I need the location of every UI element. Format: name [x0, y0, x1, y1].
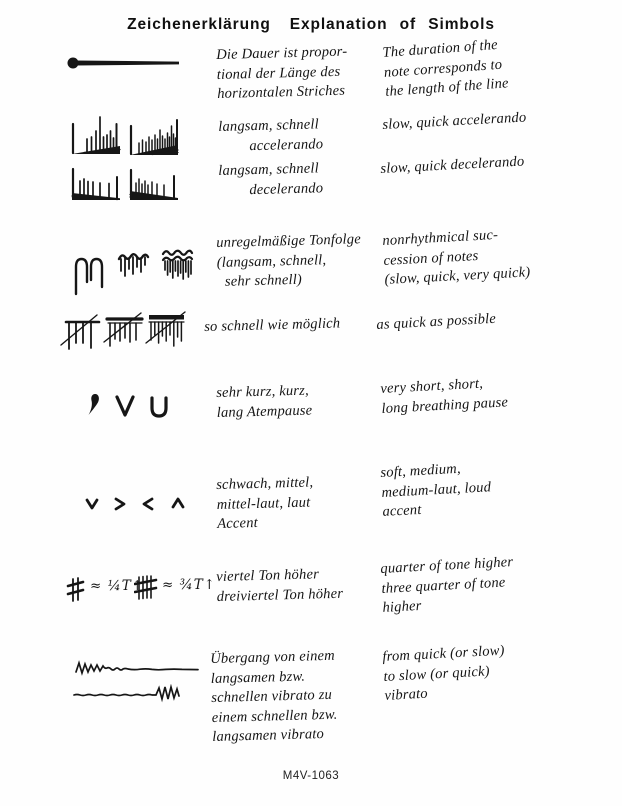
quick-cluster-1-icon	[60, 314, 102, 354]
quick-cluster-3-icon	[144, 310, 188, 352]
english-text: as quick as possible	[376, 310, 497, 333]
slow-irregular-notes-icon	[72, 254, 106, 300]
quarter-tone-label: ≈ ¼T↑	[90, 578, 145, 594]
breath-v-icon	[114, 394, 136, 418]
accent-down-icon	[84, 497, 100, 511]
breath-u-icon	[148, 395, 170, 419]
very-quick-irregular-notes-icon	[160, 248, 194, 294]
english-text: nonrhythmical suc- cession of notes (slow, quick, very quick)	[382, 226, 531, 289]
english-text: quarter of tone higher three quarter of tone higher	[380, 554, 514, 617]
breath-comma-icon	[84, 392, 100, 418]
english-text: very short, short, long breathing pause	[380, 375, 509, 417]
slow-decelerando-icon	[70, 160, 122, 202]
quick-irregular-notes-icon	[116, 250, 150, 296]
german-text: schwach, mittel, mittel-laut, laut Accent	[216, 474, 314, 533]
quick-cluster-2-icon	[102, 312, 144, 352]
page-title	[0, 16, 622, 34]
english-text: The duration of the note corresponds to the length of the line	[382, 36, 510, 100]
accent-up-icon	[170, 496, 186, 510]
accent-left-icon	[140, 497, 156, 511]
sharp-icon	[66, 576, 86, 604]
catalog-number: M4V-1063	[282, 770, 340, 782]
duration-line-icon	[66, 56, 181, 70]
english-text: soft, medium, medium-laut, loud accent	[380, 460, 492, 521]
german-text: Die Dauer ist propor- tional der Länge des horizontalen Striches	[216, 43, 348, 103]
german-text: langsam, schnell decelerando	[218, 160, 324, 199]
german-text: so schnell wie möglich	[204, 315, 341, 335]
quick-accelerando-icon	[128, 114, 180, 156]
title-english: Explanation of Simbols	[289, 16, 495, 33]
title-german: Zeichenerklärung	[127, 16, 271, 33]
german-text: langsam, schnell accelerando	[218, 116, 324, 155]
english-text: slow, quick decelerando	[380, 153, 525, 177]
english-text: from quick (or slow) to slow (or quick) vibrato	[382, 642, 506, 705]
three-quarter-sharp-icon	[134, 574, 158, 602]
slow-accelerando-icon	[70, 114, 122, 156]
accent-right-icon	[112, 497, 128, 511]
german-text: viertel Ton höher dreiviertel Ton höher	[216, 566, 344, 605]
german-text: Übergang von einem langsamen bzw. schnellen vibrato zu einem schnellen bzw. langsamen vibrato	[210, 647, 338, 746]
english-text: slow, quick accelerando	[382, 109, 527, 133]
quick-to-slow-vibrato-icon	[74, 660, 200, 678]
three-quarter-tone-label: ≈ ¾T↑	[162, 577, 217, 593]
quick-decelerando-icon	[128, 160, 180, 202]
german-text: unregelmäßige Tonfolge (langsam, schnell, sehr schnell)	[216, 231, 362, 291]
german-text: sehr kurz, kurz, lang Atempause	[216, 382, 313, 421]
slow-to-quick-vibrato-icon	[72, 684, 202, 704]
